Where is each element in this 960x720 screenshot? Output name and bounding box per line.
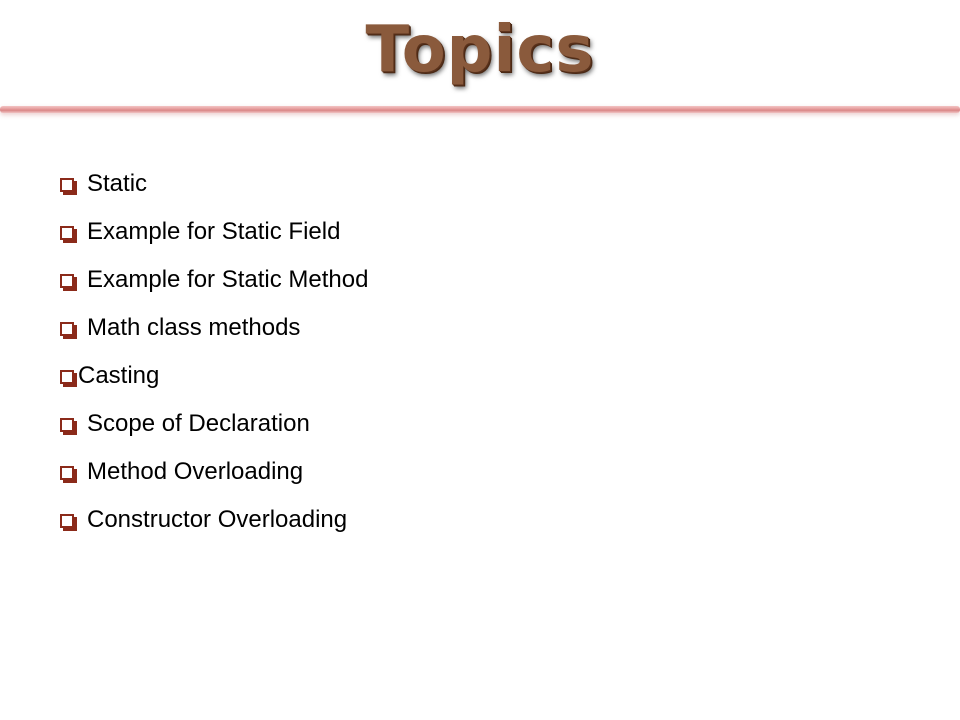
topic-label: Casting [78, 362, 160, 389]
title-divider [0, 106, 960, 113]
topic-label: Constructor Overloading [87, 506, 348, 533]
checkbox-square-icon [60, 418, 74, 432]
topic-list [60, 160, 368, 544]
checkbox-square-icon [60, 274, 74, 288]
checkbox-square-icon [60, 514, 74, 528]
topic-label: Example for Static Method [87, 266, 369, 293]
list-item [60, 352, 368, 400]
checkbox-square-icon [60, 466, 74, 480]
checkbox-square-icon [60, 322, 74, 336]
topic-label: Math class methods [87, 314, 301, 341]
topic-label: Example for Static Field [87, 218, 341, 245]
topic-label: Method Overloading [87, 458, 304, 485]
list-item [60, 400, 368, 448]
slide-title: Topics [365, 13, 595, 87]
checkbox-square-icon [60, 226, 74, 240]
topic-label: Scope of Declaration [87, 410, 310, 437]
list-item [60, 448, 368, 496]
list-item [60, 208, 368, 256]
list-item [60, 304, 368, 352]
list-item [60, 256, 368, 304]
topic-label: Static [87, 170, 148, 197]
list-item [60, 160, 368, 208]
checkbox-square-icon [60, 178, 74, 192]
list-item [60, 496, 368, 544]
checkbox-square-icon [60, 370, 74, 384]
